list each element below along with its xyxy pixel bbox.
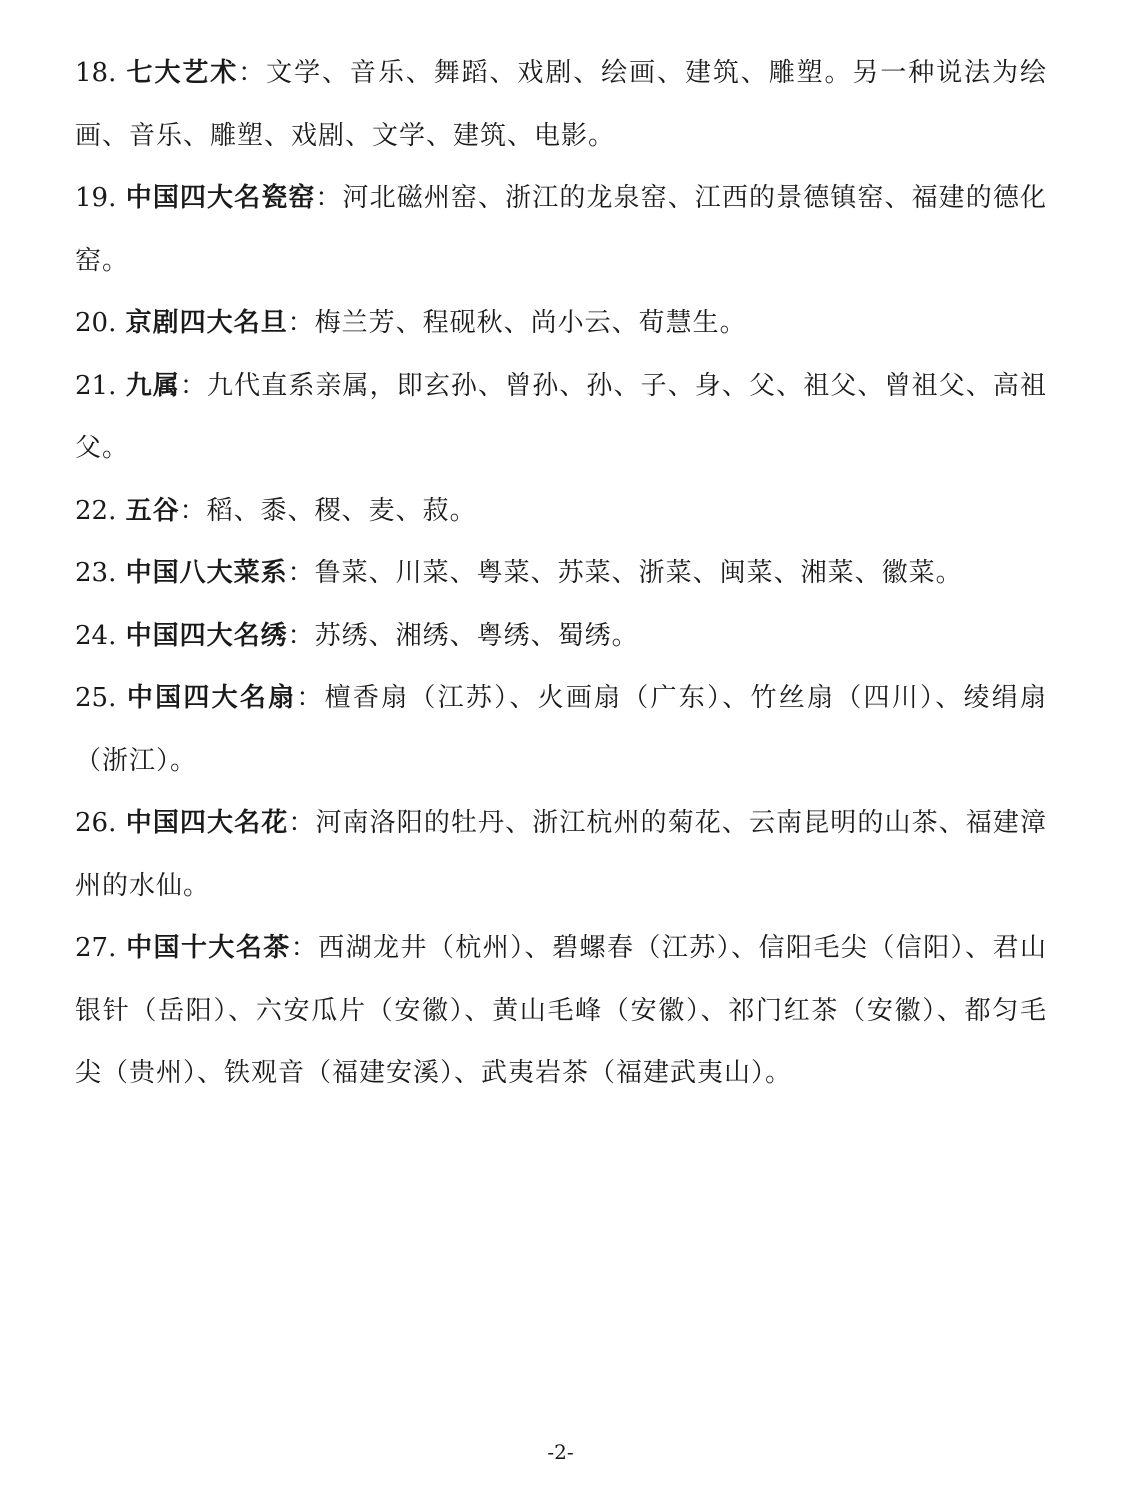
- item-term: 京剧四大名旦: [125, 308, 288, 338]
- item-term: 中国八大菜系: [125, 558, 288, 588]
- item-term: 中国四大名瓷窑: [125, 183, 316, 213]
- item-colon: ：: [287, 308, 315, 338]
- item-colon: ：: [290, 933, 319, 963]
- item-term: 中国四大名花: [125, 808, 289, 838]
- item-term: 九属: [125, 370, 180, 401]
- list-item: [75, 792, 1047, 917]
- item-list: [75, 42, 1047, 1105]
- item-term: 中国四大名绣: [125, 620, 288, 651]
- list-item: [75, 167, 1047, 292]
- item-text: 稻、黍、稷、麦、菽。: [206, 495, 477, 526]
- item-number: 22.: [75, 495, 117, 526]
- item-text: 河北磁州窑、浙江的龙泉窑、江西的景德镇窑、福建的德化窑。: [75, 183, 1047, 276]
- item-term: 五谷: [125, 495, 180, 526]
- page-number: -2-: [547, 1440, 574, 1464]
- list-item: [75, 917, 1047, 1105]
- list-item: [75, 542, 1047, 605]
- item-colon: ：: [179, 495, 207, 526]
- item-term: 中国四大名扇: [126, 683, 297, 713]
- item-term: 中国十大名茶: [126, 933, 291, 963]
- item-number: 18.: [75, 58, 117, 88]
- item-text: 河南洛阳的牡丹、浙江杭州的菊花、云南昆明的山茶、福建漳州的水仙。: [75, 808, 1047, 901]
- item-colon: ：: [238, 58, 267, 88]
- list-item: [75, 605, 1047, 668]
- list-item: [75, 42, 1047, 167]
- item-number: 23.: [75, 558, 117, 588]
- item-text: 文学、音乐、舞蹈、戏剧、绘画、建筑、雕塑。另一种说法为绘画、音乐、雕塑、戏剧、文学、建筑、电影。: [75, 58, 1047, 151]
- item-colon: ：: [288, 808, 316, 838]
- item-term: 七大艺术: [126, 58, 239, 88]
- item-number: 21.: [75, 370, 117, 401]
- list-item: [75, 480, 1047, 543]
- item-text: 鲁菜、川菜、粤菜、苏菜、浙菜、闽菜、湘菜、徽菜。: [314, 558, 963, 588]
- item-number: 25.: [75, 683, 117, 713]
- item-number: 26.: [75, 808, 117, 838]
- item-colon: ：: [296, 683, 325, 713]
- item-text: 苏绣、湘绣、粤绣、蜀绣。: [314, 620, 639, 651]
- item-colon: ：: [287, 620, 315, 651]
- list-item: [75, 667, 1047, 792]
- item-colon: ：: [179, 370, 208, 401]
- list-item: [75, 355, 1047, 480]
- list-item: [75, 292, 1047, 355]
- item-text: 梅兰芳、程砚秋、尚小云、荀慧生。: [314, 308, 747, 338]
- item-number: 24.: [75, 620, 117, 651]
- item-text: 九代直系亲属，即玄孙、曾孙、孙、子、身、父、祖父、曾祖父、高祖父。: [75, 370, 1047, 463]
- item-text: 檀香扇（江苏）、火画扇（广东）、竹丝扇（四川）、绫绢扇（浙江）。: [75, 683, 1047, 776]
- item-number: 20.: [75, 308, 117, 338]
- item-number: 27.: [75, 933, 117, 963]
- item-colon: ：: [315, 183, 343, 213]
- item-number: 19.: [75, 183, 117, 213]
- item-colon: ：: [287, 558, 315, 588]
- item-text: 西湖龙井（杭州）、碧螺春（江苏）、信阳毛尖（信阳）、君山银针（岳阳）、六安瓜片（安徽）、黄山毛峰（安徽）、祁门红茶（安徽）、都匀毛尖（贵州）、铁观音（福建安溪）、武夷岩茶（福建武夷山）。: [75, 933, 1047, 1088]
